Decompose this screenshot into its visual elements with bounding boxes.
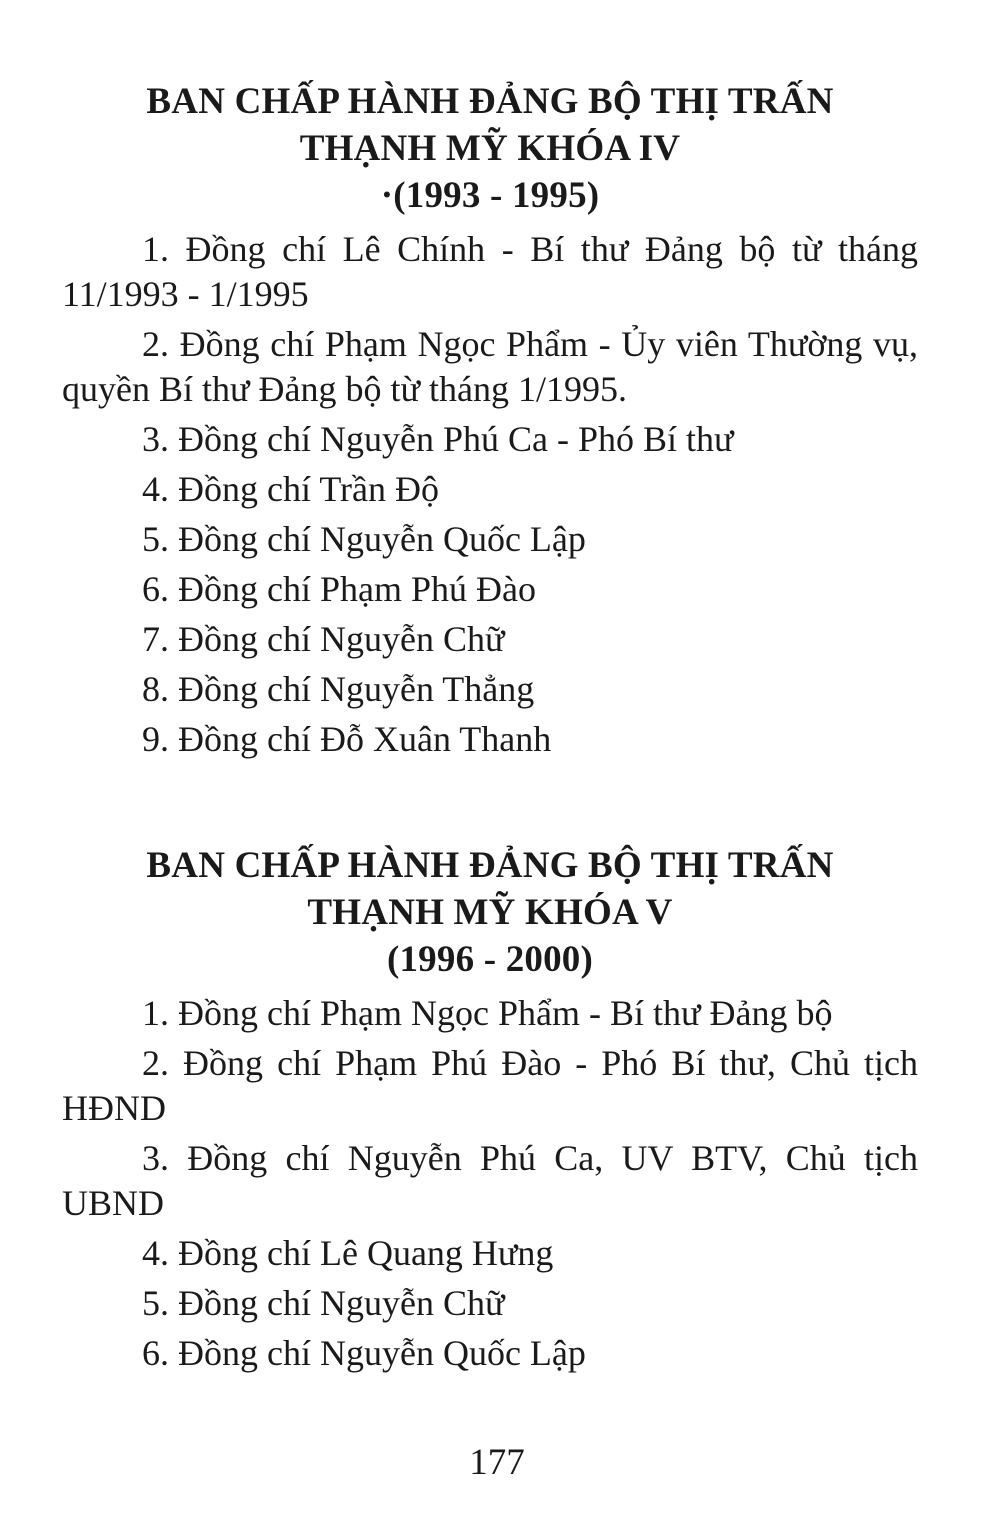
section-heading <box>62 842 918 983</box>
member-list <box>62 991 918 1376</box>
list-item: 6. Đồng chí Nguyễn Quốc Lập <box>142 1333 586 1373</box>
list-item: 6. Đồng chí Phạm Phú Đào <box>142 569 536 609</box>
list-item: 8. Đồng chí Nguyễn Thẳng <box>142 669 535 709</box>
document-page <box>62 78 918 1381</box>
member-list <box>62 227 918 762</box>
section-heading <box>62 78 918 219</box>
heading-line-1: BAN CHẤP HÀNH ĐẢNG BỘ THỊ TRẤN <box>146 81 834 122</box>
heading-line-2: THẠNH MỸ KHÓA V <box>307 892 673 933</box>
page-number: 177 <box>469 1442 525 1483</box>
list-item: 3. Đồng chí Nguyễn Phú Ca, UV BTV, Chủ tịch UBND <box>62 1138 918 1223</box>
list-item: 7. Đồng chí Nguyễn Chữ <box>142 619 505 659</box>
heading-line-2: THẠNH MỸ KHÓA IV <box>299 128 681 169</box>
list-item: 9. Đồng chí Đỗ Xuân Thanh <box>142 719 552 759</box>
heading-line-1: BAN CHẤP HÀNH ĐẢNG BỘ THỊ TRẤN <box>146 845 834 886</box>
committee-section-khoa-iv <box>62 78 918 762</box>
list-item: 5. Đồng chí Nguyễn Chữ <box>142 1283 505 1323</box>
list-item: 5. Đồng chí Nguyễn Quốc Lập <box>142 519 586 559</box>
heading-period: ·(1993 - 1995) <box>380 175 600 216</box>
list-item: 3. Đồng chí Nguyễn Phú Ca - Phó Bí thư <box>142 419 734 459</box>
list-item: 2. Đồng chí Phạm Ngọc Phẩm - Ủy viên Thường vụ, quyền Bí thư Đảng bộ từ tháng 1/1995. <box>62 324 918 409</box>
list-item: 1. Đồng chí Lê Chính - Bí thư Đảng bộ từ tháng 11/1993 - 1/1995 <box>62 229 918 314</box>
list-item: 4. Đồng chí Trần Độ <box>142 469 440 509</box>
heading-period: (1996 - 2000) <box>386 939 594 980</box>
committee-section-khoa-v <box>62 842 918 1376</box>
list-item: 2. Đồng chí Phạm Phú Đào - Phó Bí thư, Chủ tịch HĐND <box>62 1043 918 1128</box>
list-item: 4. Đồng chí Lê Quang Hưng <box>142 1233 554 1273</box>
list-item: 1. Đồng chí Phạm Ngọc Phẩm - Bí thư Đảng bộ <box>142 993 833 1033</box>
